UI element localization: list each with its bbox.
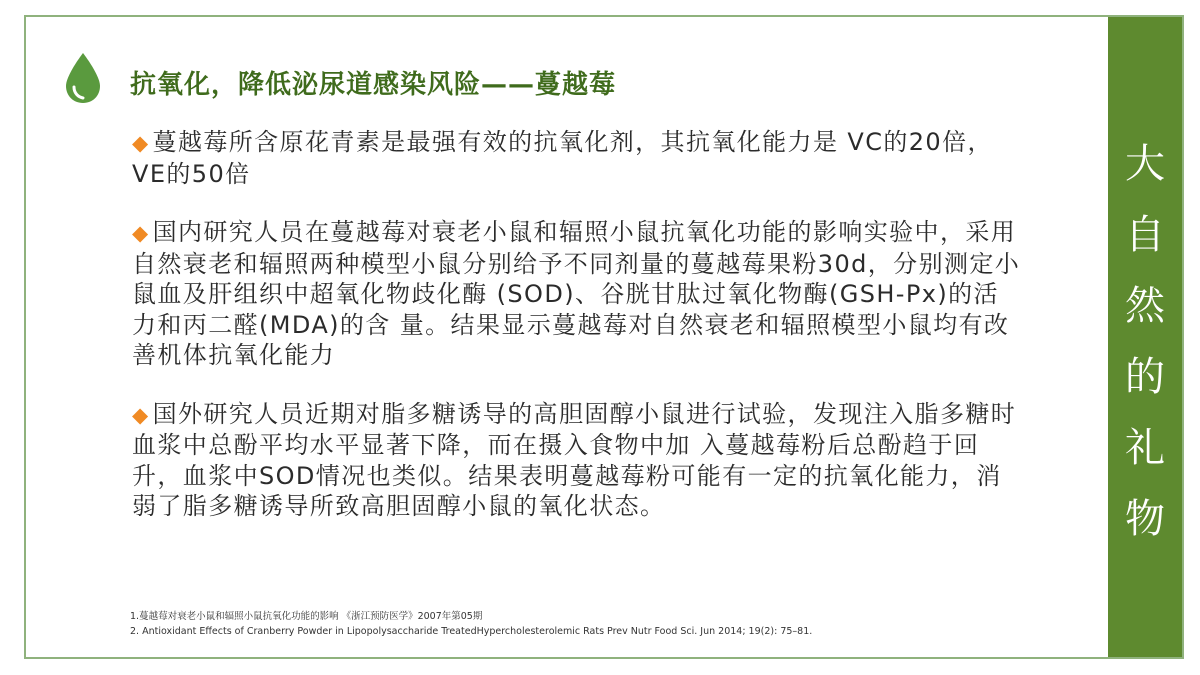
reference-item: 1.蔓越莓对衰老小鼠和辐照小鼠抗氧化功能的影响 《浙江预防医学》2007年第05期 [130,611,483,622]
side-title-char: 物 [1125,496,1165,542]
side-title-char: 自 [1125,212,1165,258]
bullet-item [132,399,1022,522]
side-title-char: 的 [1125,354,1165,400]
bullet-item [132,127,1022,189]
side-title-char: 然 [1125,283,1165,329]
side-title-char: 礼 [1125,425,1165,471]
reference-item: 2. Antioxidant Effects of Cranberry Powder in Lipopolysaccharide TreatedHypercholesterolemic Rats Prev Nutr Food Sci. Jun 2014; 19(2): 75–81. [130,626,813,637]
side-title-char: 大 [1125,141,1165,187]
bullet-text: 国外研究人员近期对脂多糖诱导的高胆固醇小鼠进行试验，发现注入脂多糖时血浆中总酚平均水平显著下降，而在摄入食物中加 入蔓越莓粉后总酚趋于回升，血浆中SOD情况也类似。结果表明蔓越莓粉可能有一定的抗氧化能力，消弱了脂多糖诱导所致高胆固醇小鼠的氧化状态。 [132,399,1017,520]
water-drop-icon [62,51,104,105]
bullet-item [132,217,1022,371]
diamond-bullet-icon: ◆ [132,402,150,427]
diamond-bullet-icon: ◆ [132,131,150,155]
bullet-text: 国内研究人员在蔓越莓对衰老小鼠和辐照小鼠抗氧化功能的影响实验中，采用自然衰老和辐照两种模型小鼠分别给予不同剂量的蔓越莓果粉30d，分别测定小鼠血及肝组织中超氧化物歧化酶 (SOD)、谷胱甘肽过氧化物酶(GSH-Px)的活力和丙二醛(MDA)的含 量。结果显示蔓越莓对自然衰老和辐照模型小鼠均有改善机体抗氧化能力 [132,218,1021,369]
bullet-text: 蔓越莓所含原花青素是最强有效的抗氧化剂，其抗氧化能力是 VC的20倍，VE的50倍 [132,128,993,188]
references [130,609,812,639]
diamond-bullet-icon: ◆ [132,221,150,245]
bullet-list [132,127,1022,550]
side-title-bar [1108,17,1182,657]
slide-frame [24,15,1184,659]
slide-title: 抗氧化，降低泌尿道感染风险——蔓越莓 [130,70,617,100]
